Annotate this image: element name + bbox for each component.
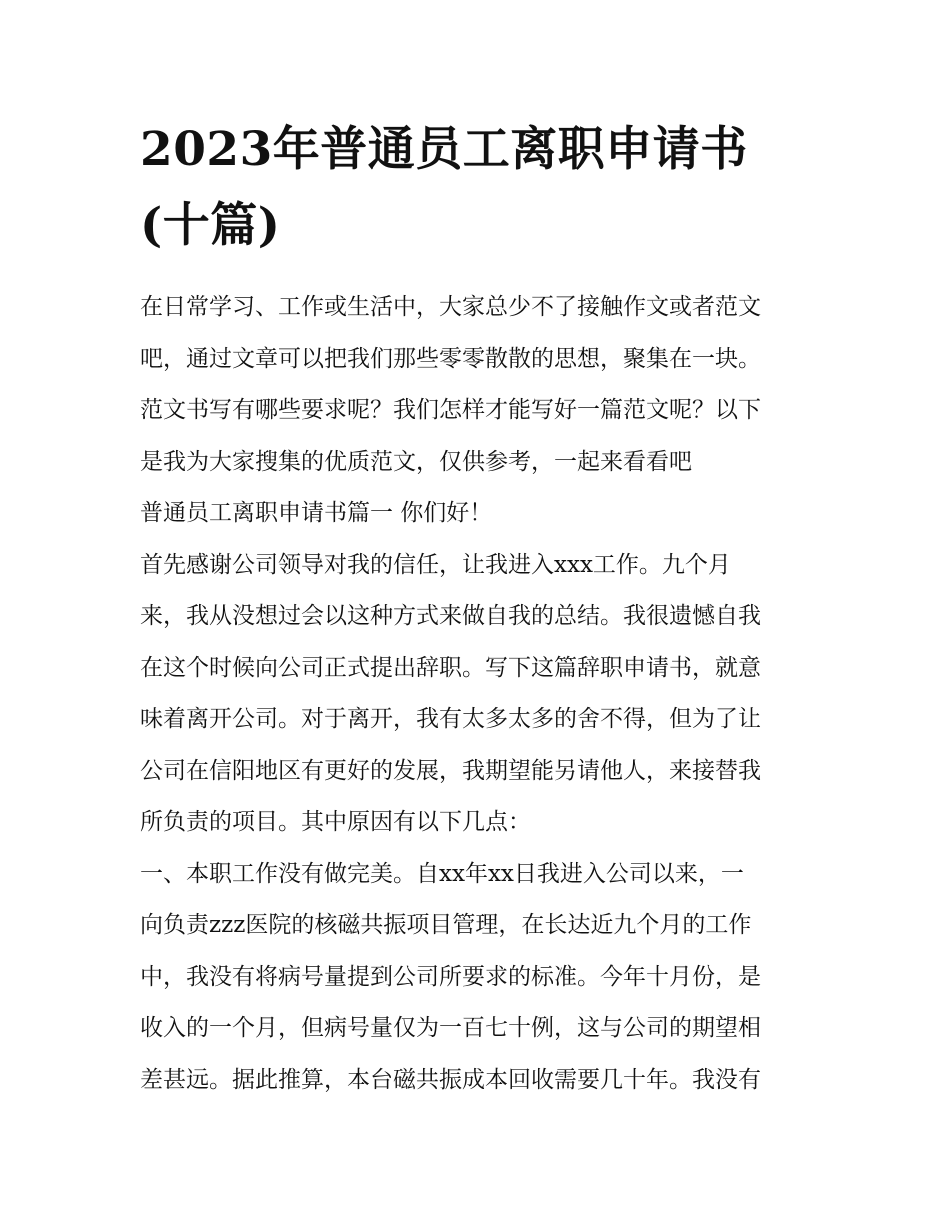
title-line: 2023年普通员工离职申请书 [140, 122, 748, 177]
body-line: 吧，通过文章可以把我们那些零零散散的思想，聚集在一块。 [140, 345, 761, 372]
body-line: 范文书写有哪些要求呢？我们怎样才能写好一篇范文呢？以下 [140, 397, 761, 423]
body-line: 味着离开公司。对于离开，我有太多太多的舍不得，但为了让 [140, 706, 761, 732]
document-content [140, 112, 812, 1106]
body-line: 差甚远。据此推算，本台磁共振成本回收需要几十年。我没有 [140, 1066, 761, 1093]
document-title [140, 112, 812, 264]
body-line: 在日常学习、工作或生活中，大家总少不了接触作文或者范文 [140, 294, 761, 320]
body-line: 首先感谢公司领导对我的信任，让我进入xxx工作。九个月 [140, 551, 731, 578]
body-line: 收入的一个月，但病号量仅为一百七十例，这与公司的期望相 [140, 1015, 761, 1041]
body-line: 在这个时候向公司正式提出辞职。写下这篇辞职申请书，就意 [140, 654, 761, 681]
body-line: 一、本职工作没有做完美。自xx年xx日我进入公司以来，一 [140, 860, 744, 887]
document-body [140, 282, 812, 1106]
body-line: 公司在信阳地区有更好的发展，我期望能另请他人，来接替我 [140, 757, 761, 784]
body-line: 向负责zzz医院的核磁共振项目管理，在长达近九个月的工作 [140, 912, 752, 938]
body-line: 是我为大家搜集的优质范文，仅供参考，一起来看看吧 [140, 448, 692, 475]
body-line: 中，我没有将病号量提到公司所要求的标准。今年十月份，是 [140, 963, 761, 990]
section-heading: 普通员工离职申请书篇一 你们好！ [140, 500, 493, 526]
body-line: 来，我从没想过会以这种方式来做自我的总结。我很遗憾自我 [140, 603, 761, 629]
body-line: 所负责的项目。其中原因有以下几点： [140, 809, 531, 835]
title-line: (十篇) [140, 198, 281, 253]
